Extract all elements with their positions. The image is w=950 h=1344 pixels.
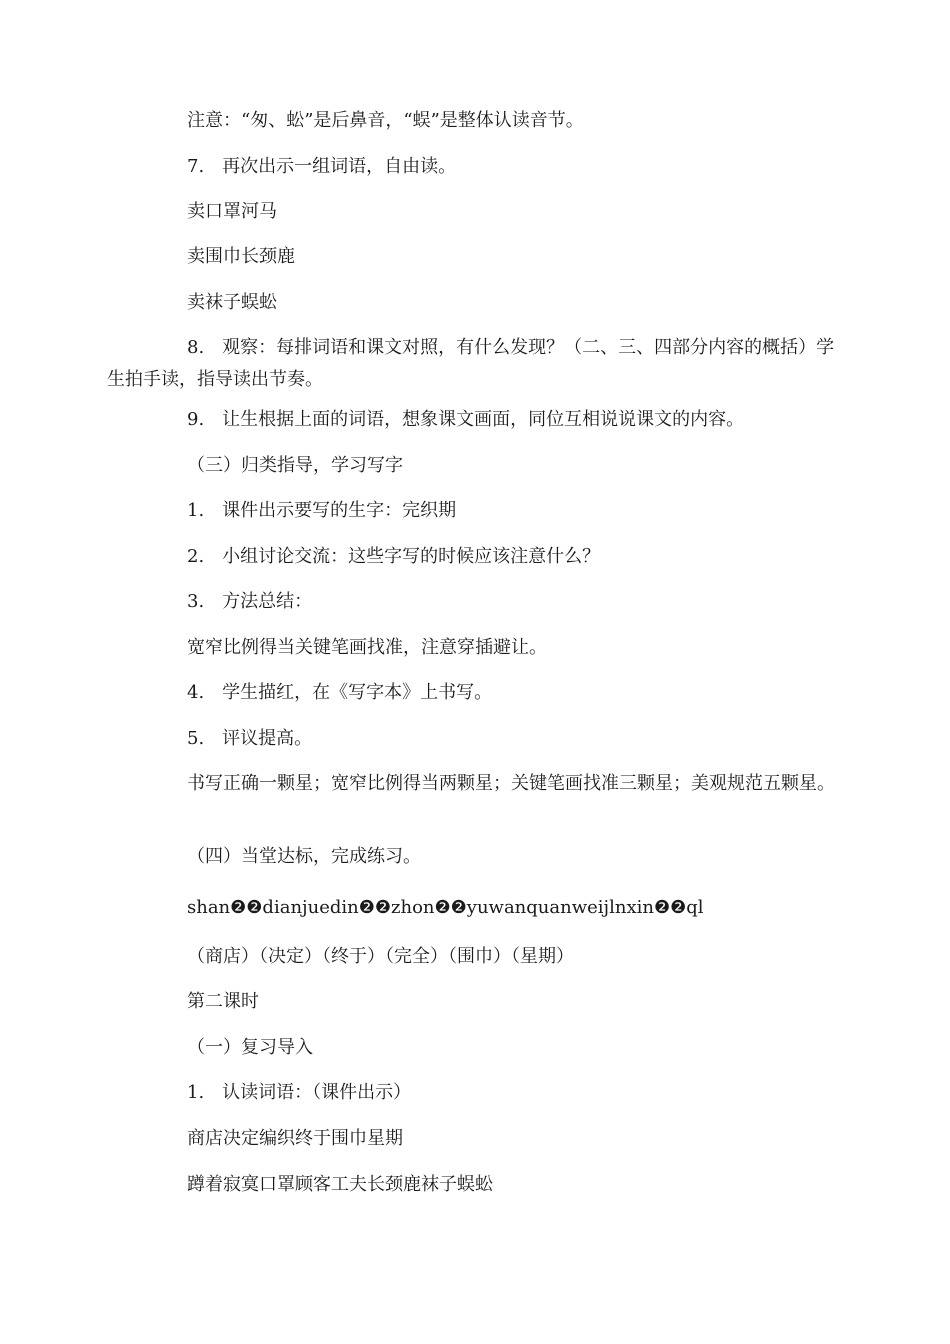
paragraph-step-9: 9. 让生根据上面的词语，想象课文画面，同位互相说说课文的内容。	[187, 409, 745, 430]
paragraph-step-8: 8. 观察：每排词语和课文对照，有什么发现？（二、三、四部分内容的概括）学生拍手读，指导读出节奏。	[107, 337, 835, 390]
paragraph-writing-2: 2. 小组讨论交流：这些字写的时候应该注意什么？	[187, 546, 601, 567]
lesson-heading-2: 第二课时	[187, 991, 259, 1012]
section-heading-3: （三）归类指导，学习写字	[187, 455, 403, 476]
exercise-answers: （商店）（决定）（终于）（完全）（围巾）（星期）	[187, 946, 574, 967]
paragraph-review-1: 1. 认读词语：（课件出示）	[187, 1082, 412, 1103]
paragraph-writing-4: 4. 学生描红，在《写字本》上书写。	[187, 682, 493, 703]
word-group-2: 卖围巾长颈鹿	[187, 246, 295, 267]
word-group-1: 卖口罩河马	[187, 201, 277, 222]
paragraph-rating: 书写正确一颗星；宽窄比例得当两颗星；关键笔画找准三颗星；美观规范五颗星。	[187, 773, 835, 794]
review-words-1: 商店决定编织终于围巾星期	[187, 1128, 403, 1149]
paragraph-step-7: 7. 再次出示一组词语，自由读。	[187, 156, 457, 177]
review-words-2: 蹲着寂寞口罩顾客工夫长颈鹿袜子蜈蚣	[187, 1174, 493, 1195]
paragraph-method: 宽窄比例得当关键笔画找准，注意穿插避让。	[187, 637, 547, 658]
section-heading-4: （四）当堂达标，完成练习。	[187, 846, 421, 867]
pinyin-exercise: shan❷❷dianjuedin❷❷zhon❷❷yuwanquanweijlnxin❷❷ql	[187, 897, 704, 918]
word-group-3: 卖袜子蜈蚣	[187, 292, 277, 313]
paragraph-writing-3: 3. 方法总结：	[187, 591, 313, 612]
paragraph-writing-1: 1. 课件出示要写的生字：完织期	[187, 500, 457, 521]
paragraph-writing-5: 5. 评议提高。	[187, 728, 313, 749]
section-heading-review: （一）复习导入	[187, 1037, 313, 1058]
paragraph-note: 注意：“匆、蚣”是后鼻音，“蜈”是整体认读音节。	[187, 110, 584, 131]
